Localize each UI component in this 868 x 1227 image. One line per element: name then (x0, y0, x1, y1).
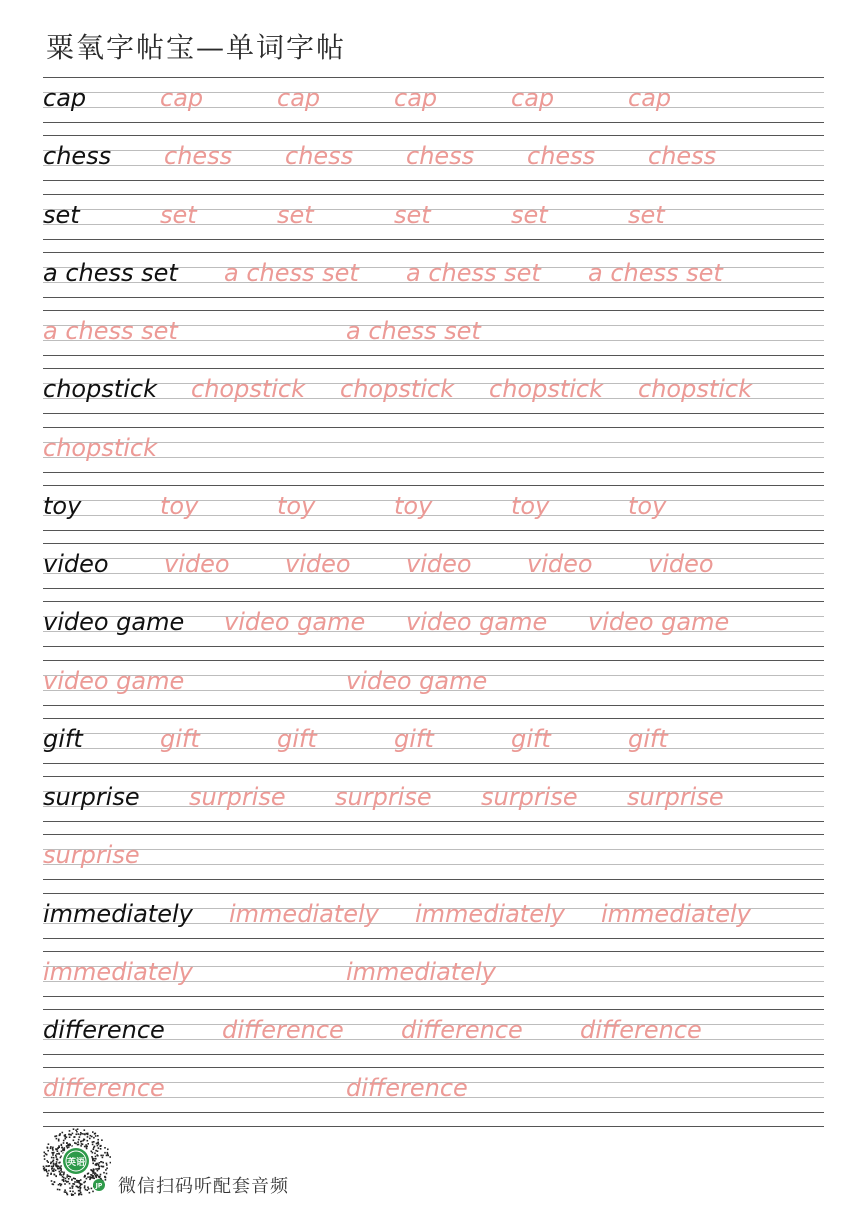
ruling-line (43, 355, 824, 356)
ruling-line (43, 297, 824, 298)
practice-row (43, 194, 824, 252)
word-trace: cap (277, 84, 321, 112)
word-trace: surprise (481, 783, 578, 811)
ruling-line (43, 543, 824, 544)
word-trace: cap (394, 84, 438, 112)
ruling-line (43, 951, 824, 952)
word-trace: difference (43, 1074, 165, 1103)
ruling-line (43, 938, 824, 939)
word-trace: chess (648, 142, 717, 171)
ruling-line (43, 194, 824, 195)
word-trace: video (527, 550, 593, 578)
word-model: video game (43, 608, 185, 637)
word-trace: a chess set (406, 258, 541, 287)
word-trace: toy (394, 491, 433, 520)
practice-row (43, 1067, 824, 1125)
word-trace: cap (628, 84, 672, 112)
ruling-line (43, 763, 824, 764)
word-trace: immediately (229, 899, 379, 928)
word-trace: set (277, 200, 314, 229)
practice-row (43, 660, 824, 718)
practice-row (43, 601, 824, 659)
word-model: surprise (43, 783, 140, 811)
qr-logo-text: 英语 (66, 1158, 86, 1168)
ruling-line (43, 252, 824, 253)
word-trace: difference (222, 1016, 344, 1044)
bottom-ruling-line (43, 1126, 824, 1127)
word-trace: chess (164, 142, 233, 171)
word-trace: video game (406, 608, 548, 637)
word-trace: gift (160, 724, 200, 753)
practice-row (43, 485, 824, 543)
word-trace: chess (406, 142, 475, 171)
word-trace: surprise (627, 783, 724, 811)
ruling-line (43, 834, 824, 835)
word-model: cap (43, 84, 87, 112)
ruling-line (43, 864, 824, 865)
word-trace: chopstick (191, 375, 305, 404)
word-trace: chess (527, 142, 596, 171)
word-trace: video game (224, 608, 366, 637)
word-model: chopstick (43, 375, 157, 404)
word-trace: cap (511, 84, 555, 112)
word-trace: toy (277, 491, 316, 520)
ruling-line (43, 530, 824, 531)
word-trace: a chess set (43, 317, 178, 345)
scan-instruction: 微信扫码听配套音频 (118, 1176, 289, 1197)
practice-row (43, 368, 824, 426)
ruling-line (43, 77, 824, 78)
word-trace: video (648, 550, 714, 578)
ruling-line (43, 427, 824, 428)
ruling-line (43, 1054, 824, 1055)
ruling-line (43, 588, 824, 589)
word-model: difference (43, 1016, 165, 1044)
ruling-line (43, 368, 824, 369)
word-model: toy (43, 491, 82, 520)
ruling-line (43, 442, 824, 443)
word-trace: toy (160, 491, 199, 520)
word-trace: difference (580, 1016, 702, 1044)
practice-row (43, 252, 824, 310)
ruling-line (43, 996, 824, 997)
ruling-line (43, 1009, 824, 1010)
page-title: 粟氧字帖宝—单词字帖 (46, 31, 347, 64)
ruling-line (43, 122, 824, 123)
ruling-line (43, 413, 824, 414)
word-trace: chopstick (489, 375, 603, 404)
ruling-line (43, 705, 824, 706)
qr-badge-text: JP (95, 1182, 103, 1190)
practice-row (43, 1009, 824, 1067)
practice-row (43, 893, 824, 951)
word-trace: video game (588, 608, 730, 637)
ruling-line (43, 879, 824, 880)
ruling-line (43, 776, 824, 777)
word-trace: difference (401, 1016, 523, 1044)
word-trace: difference (346, 1074, 468, 1103)
word-trace: surprise (189, 783, 286, 811)
word-trace: a chess set (588, 258, 723, 287)
word-trace: video (164, 550, 230, 578)
word-trace: cap (160, 84, 204, 112)
word-trace: a chess set (224, 258, 359, 287)
word-trace: surprise (43, 841, 140, 870)
word-model: gift (43, 724, 83, 753)
practice-row (43, 77, 824, 135)
ruling-line (43, 849, 824, 850)
ruling-line (43, 893, 824, 894)
word-trace: gift (628, 724, 668, 753)
word-trace: toy (628, 491, 667, 520)
ruling-line (43, 310, 824, 311)
word-trace: video (285, 550, 351, 578)
word-trace: gift (394, 724, 434, 753)
word-trace: video game (43, 666, 185, 695)
ruling-line (43, 239, 824, 240)
practice-row (43, 951, 824, 1009)
word-trace: surprise (335, 783, 432, 811)
word-trace: immediately (346, 957, 496, 986)
word-trace: chopstick (43, 433, 157, 462)
practice-sheet (43, 77, 824, 1126)
word-trace: chopstick (340, 375, 454, 404)
ruling-line (43, 646, 824, 647)
word-trace: gift (277, 724, 317, 753)
word-trace: immediately (43, 957, 193, 986)
practice-row (43, 543, 824, 601)
ruling-line (43, 485, 824, 486)
word-model: immediately (43, 899, 193, 928)
ruling-line (43, 457, 824, 458)
word-trace: video (406, 550, 472, 578)
word-trace: immediately (415, 899, 565, 928)
word-trace: a chess set (346, 317, 481, 345)
practice-row (43, 776, 824, 834)
practice-row (43, 834, 824, 892)
ruling-line (43, 180, 824, 181)
word-trace: immediately (601, 899, 751, 928)
ruling-line (43, 135, 824, 136)
word-model: a chess set (43, 258, 178, 287)
word-trace: toy (511, 491, 550, 520)
word-trace: video game (346, 666, 488, 695)
word-model: chess (43, 142, 112, 171)
ruling-line (43, 1067, 824, 1068)
ruling-line (43, 718, 824, 719)
ruling-line (43, 821, 824, 822)
word-trace: chopstick (638, 375, 752, 404)
practice-row (43, 718, 824, 776)
word-trace: set (160, 200, 197, 229)
ruling-line (43, 472, 824, 473)
ruling-line (43, 1112, 824, 1113)
ruling-line (43, 660, 824, 661)
word-trace: gift (511, 724, 551, 753)
ruling-line (43, 601, 824, 602)
word-trace: set (511, 200, 548, 229)
word-trace: chess (285, 142, 354, 171)
practice-row (43, 135, 824, 193)
word-model: video (43, 550, 109, 578)
qr-code[interactable] (41, 1127, 111, 1197)
practice-row (43, 427, 824, 485)
word-trace: set (628, 200, 665, 229)
word-model: set (43, 200, 80, 229)
practice-row (43, 310, 824, 368)
word-trace: set (394, 200, 431, 229)
